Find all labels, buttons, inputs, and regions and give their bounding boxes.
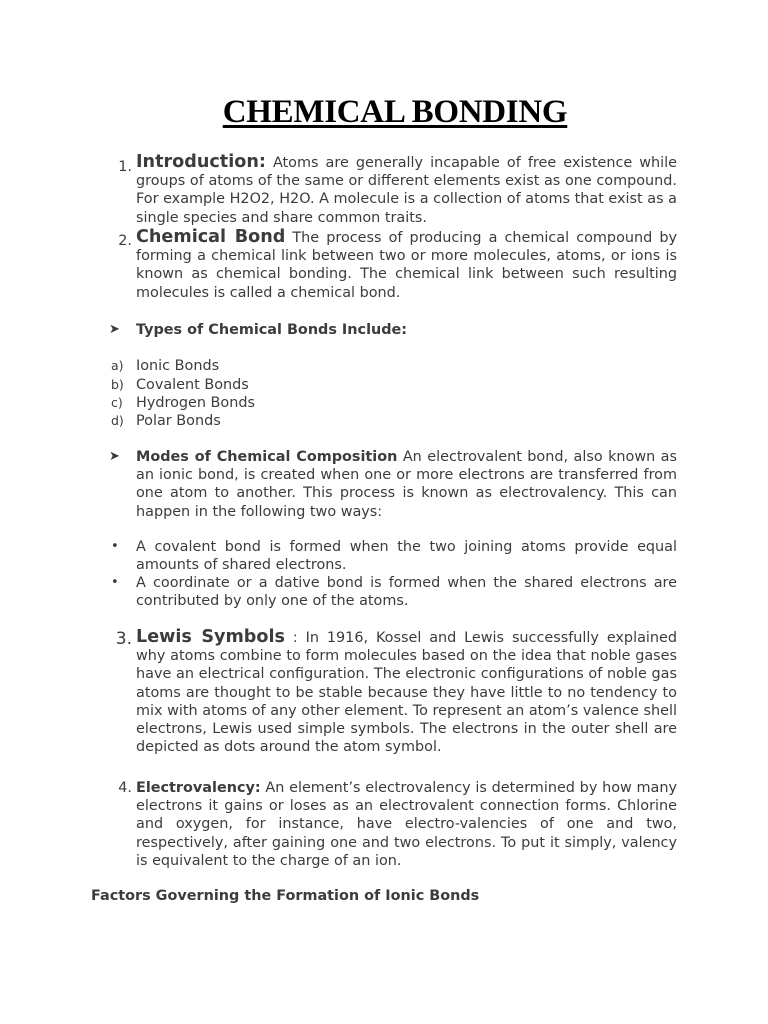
types-heading: Types of Chemical Bonds Include: [136,322,408,338]
list-number: 4. [118,780,132,796]
list-item [111,538,677,574]
list-item [111,376,249,394]
modes-text: An electrovalent bond, also known as an ionic bond, is created when one or more electrons are transferred from one atom to another. This process is known as electrovalency. This can happen in the following two ways: [136,449,677,520]
list-letter: a) [111,358,124,373]
page-title: CHEMICAL BONDING [222,94,568,130]
list-item [111,357,220,375]
types-heading-item [109,321,677,339]
electrovalency-heading: Electrovalency: [136,780,261,796]
lewis-text: : In 1916, Kossel and Lewis successfully explained why atoms combine to form molecules based on the idea that noble gases have an electrical configuration. The electronic configurations of noble gas atoms are thought to be stable because they have little to no tendency to mix with atoms of any other element. To represent an atom’s valence shell electrons, Lewis used simple symbols. The electrons in the outer shell are depicted as dots around the atom symbol. [136,630,677,756]
dot-bullet-icon: • [111,575,119,590]
list-letter: d) [111,413,124,428]
list-item-introduction [118,152,678,227]
list-item [111,394,255,412]
bond-type-label: Ionic Bonds [136,358,220,374]
bond-type-label: Covalent Bonds [136,376,249,393]
chemical-bond-heading: Chemical Bond [136,227,286,247]
list-item-lewis-symbols [115,627,677,756]
list-letter: b) [111,376,124,392]
introduction-text: Atoms are generally incapable of free existence while groups of atoms of the same or different elements exist as one compound. For example H2O2, H2O. A molecule is a collection of atoms that exist as a single species and share common traits. [136,155,678,226]
arrow-bullet-icon: ➤ [109,449,120,464]
way-text: A coordinate or a dative bond is formed when the shared electrons are contributed by only one of the atoms. [136,575,677,610]
electrovalency-text: An element’s electrovalency is determined by how many electrons it gains or loses as an electrovalent connection forms. Chlorine and oxygen, for instance, have electro-valencies of one and two, respectively, after gaining one and two electrons. To put it simply, valency is equivalent to the charge of an ion. [136,780,678,869]
dot-bullet-icon: • [111,539,119,554]
bond-type-label: Polar Bonds [136,413,221,429]
list-number: 2. [118,233,132,249]
modes-heading: Modes of Chemical Composition [136,449,398,465]
list-number: 1. [118,159,132,175]
list-item-electrovalency [118,779,678,870]
list-number: 3. [115,629,132,649]
factors-heading: Factors Governing the Formation of Ionic Bonds [91,888,480,904]
list-item [111,574,677,610]
way-text: A covalent bond is formed when the two joining atoms provide equal amounts of shared electrons. [136,539,677,574]
arrow-bullet-icon: ➤ [109,322,120,337]
introduction-heading: Introduction: [136,152,266,172]
bond-type-label: Hydrogen Bonds [136,394,255,411]
list-letter: c) [111,394,123,410]
chemical-bond-text: The process of producing a chemical compound by forming a chemical link between two or more molecules, atoms, or ions is known as chemical bonding. The chemical link between such resulting molecules is called a chemical bond. [136,230,677,301]
list-item-chemical-bond [118,227,677,302]
modes-item [109,448,677,521]
lewis-heading: Lewis Symbols [136,627,285,647]
list-item [111,412,221,430]
